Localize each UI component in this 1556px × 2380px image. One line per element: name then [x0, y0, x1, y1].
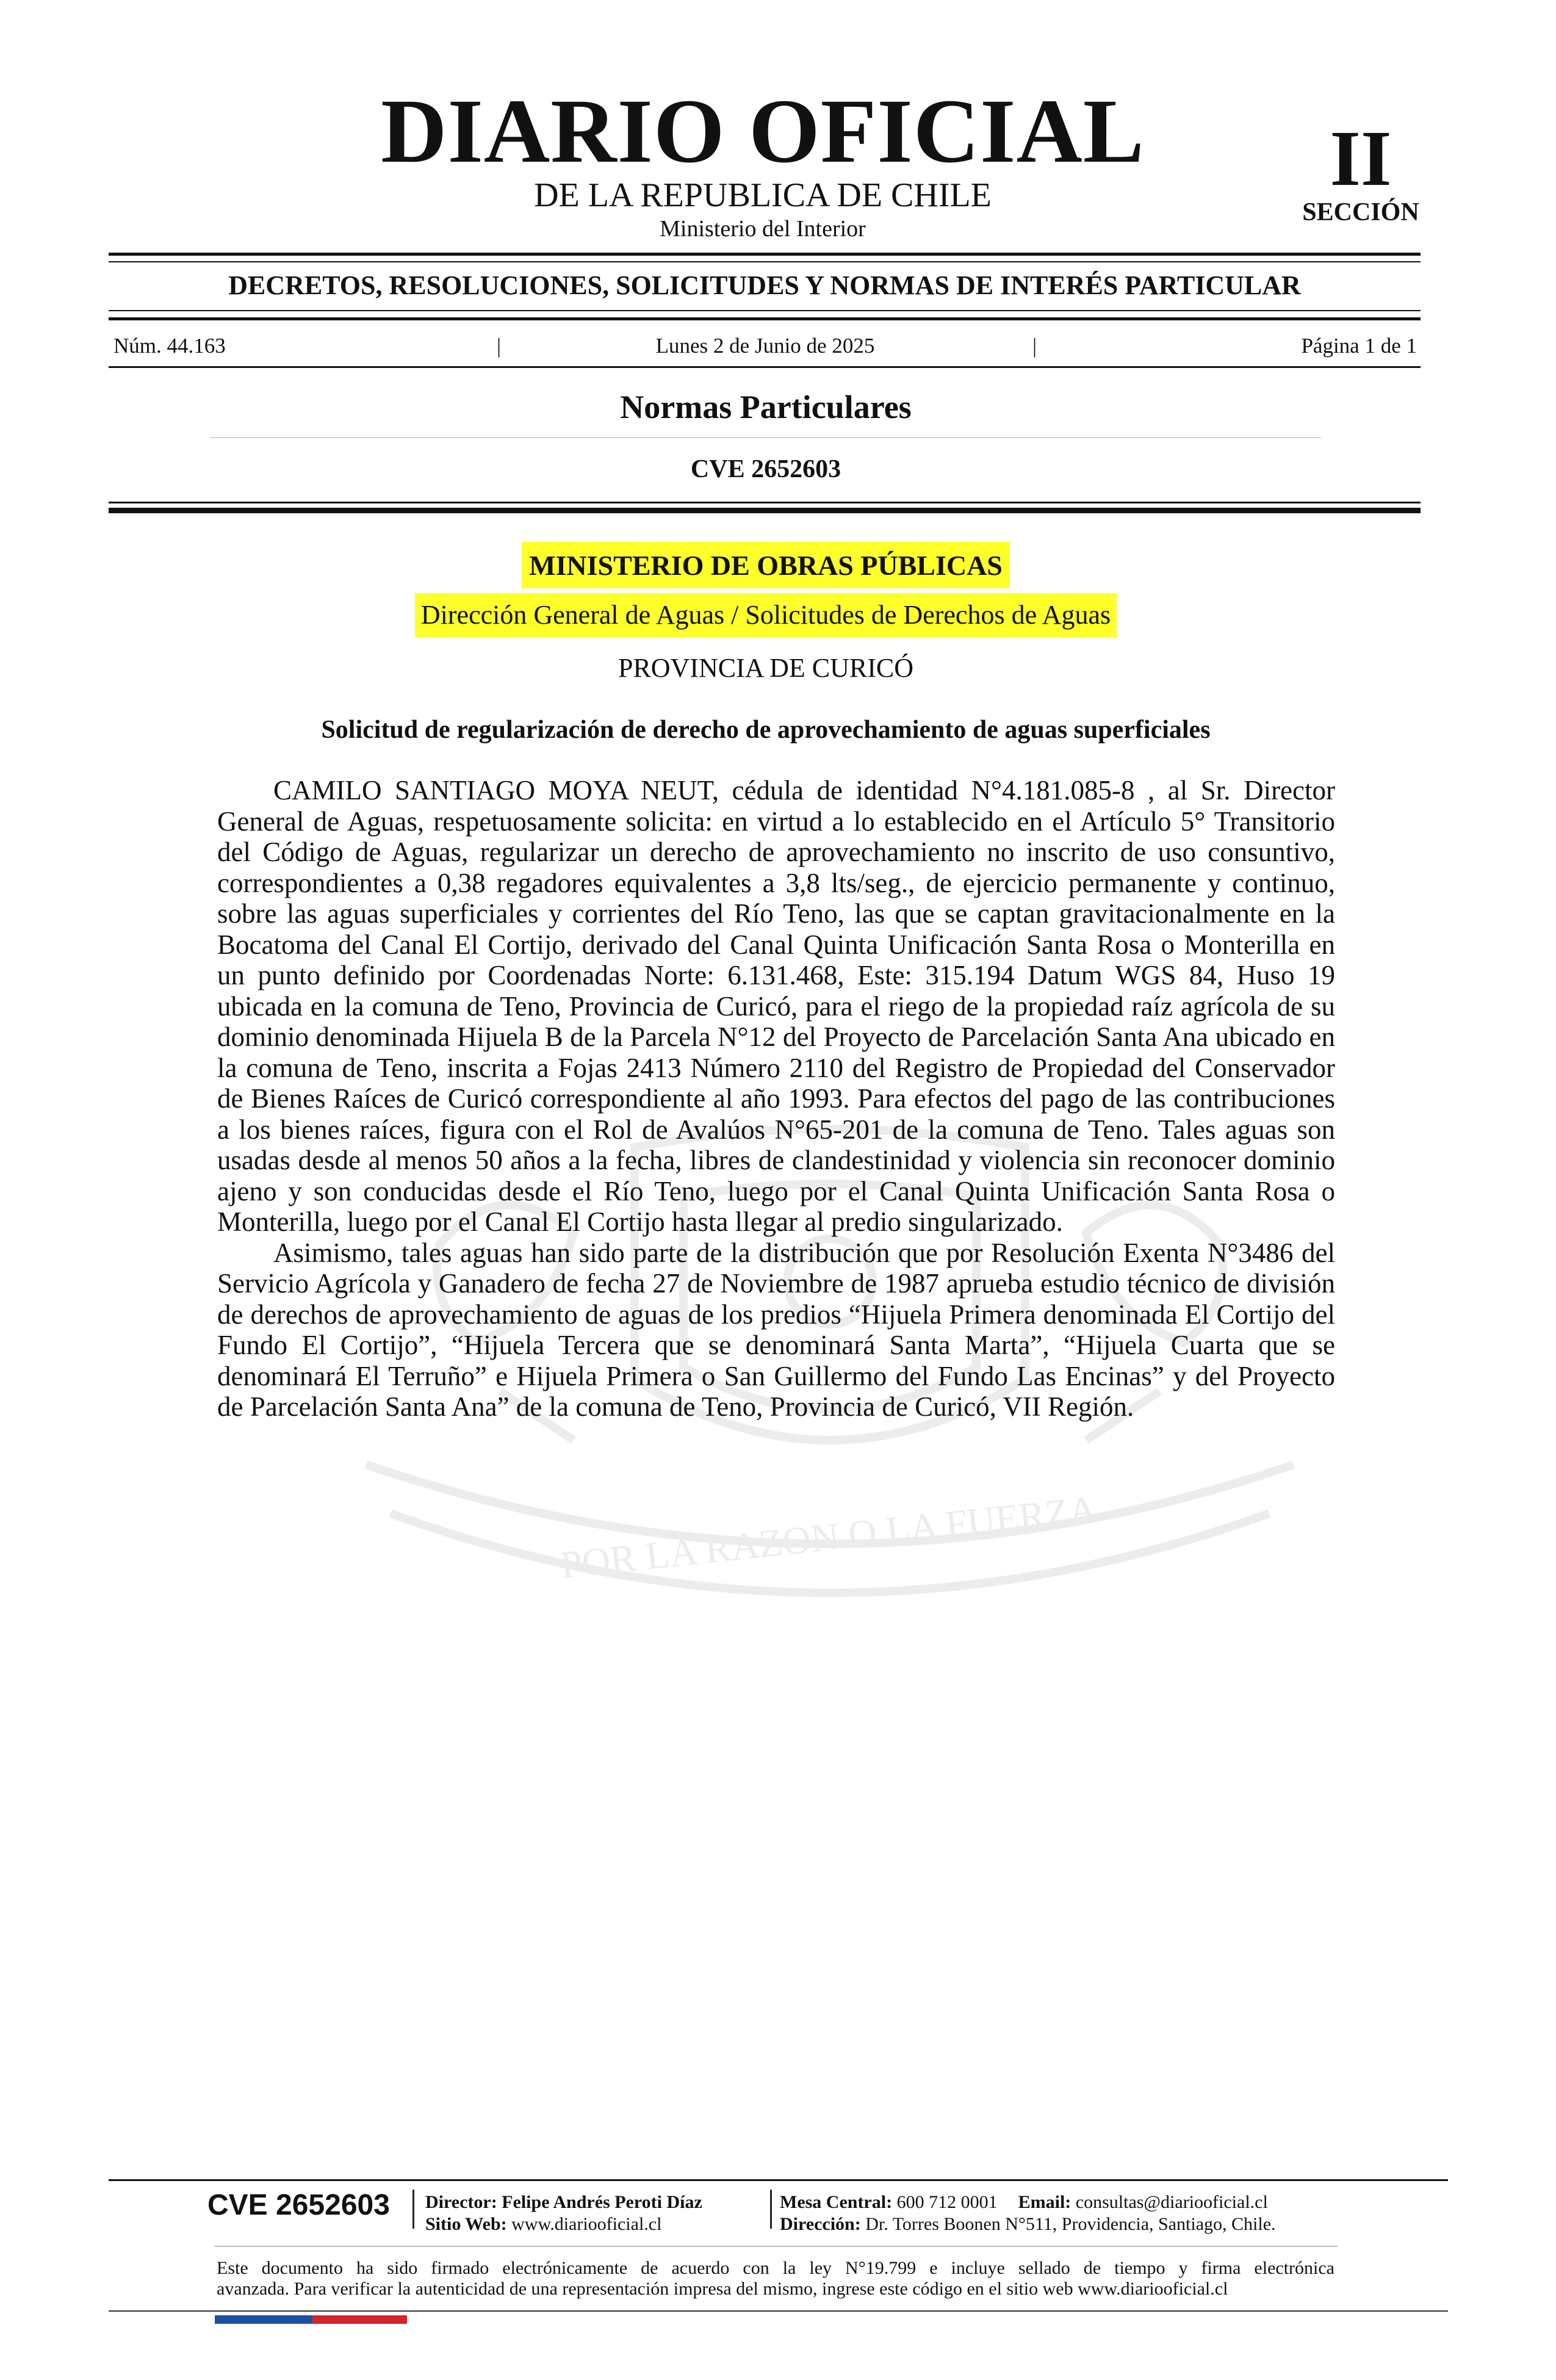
- divider: [109, 253, 1421, 256]
- address-label: Dirección:: [780, 2214, 861, 2234]
- divider: [109, 366, 1421, 368]
- issue-separator: |: [497, 334, 502, 358]
- issue-page: Página 1 de 1: [1301, 334, 1417, 358]
- masthead-title: DIARIO OFICIAL: [381, 81, 1145, 182]
- address-value: Dr. Torres Boonen N°511, Providencia, Santiago, Chile.: [865, 2214, 1276, 2234]
- body-paragraph: CAMILO SANTIAGO MOYA NEUT, cédula de identidad N°4.181.085-8 , al Sr. Director General de Aguas, respetuosamente solicita: en virtud a lo establecido en el Artículo 5° Transitorio del Código de Aguas, regularizar un derecho de aprovechamiento no inscrito de uso consuntivo, correspondientes a 0,38 regadores equivalentes a 3,8 lts/seg., de ejercicio permanente y continuo, sobre las aguas superficiales y corrientes del Río Teno, las que se captan gravitacionalmente en la Bocatoma del Canal El Cortijo, derivado del Canal Quinta Unificación Santa Rosa o Monterilla en un punto definido por Coordenadas Norte: 6.131.468, Este: 315.194 Datum WGS 84, Huso 19 ubicada en la comuna de Teno, Provincia de Curicó, para el riego de la propiedad raíz agrícola de su dominio denominada Hijuela B de la Parcela N°12 del Proyecto de Parcelación Santa Ana ubicado en la comuna de Teno, inscrita a Fojas 2413 Número 2110 del Registro de Propiedad del Conservador de Bienes Raíces de Curicó correspondiente al año 1993. Para efectos del pago de las contribuciones a los bienes raíces, figura con el Rol de Avalúos N°65-201 de la comuna de Teno. Tales aguas son usadas desde al menos 50 años a la fecha, libres de clandestinidad y violencia sin reconocer dominio ajeno y son conducidas desde el Río Teno, luego por el Canal Quinta Unificación Santa Rosa o Monterilla, luego por el Canal El Cortijo hasta llegar al predio singularizado.: [217, 775, 1335, 1237]
- issue-bar: [113, 334, 1417, 358]
- divider: [109, 310, 1421, 311]
- footer-legal-line: avanzada. Para verificar la autenticidad de una representación impresa del mismo, ingrese este código en el sitio web www.diariooficial.cl: [217, 2279, 1228, 2299]
- site-label: Sitio Web:: [425, 2214, 507, 2234]
- document-body: [217, 775, 1335, 1423]
- issue-date: Lunes 2 de Junio de 2025: [655, 334, 875, 358]
- section-number: II: [1330, 115, 1392, 203]
- footer-divider: [109, 2179, 1448, 2181]
- body-paragraph: Asimismo, tales aguas han sido parte de la distribución que por Resolución Exenta N°3486 del Servicio Agrícola y Ganadero de fecha 27 de Noviembre de 1987 aprueba estudio técnico de división de derechos de aprovechamiento de aguas de los predios “Hijuela Primera denominada El Cortijo del Fundo El Cortijo”, “Hijuela Tercera que se denominará Santa Marta”, “Hijuela Cuarta que se denominará El Terruño” e Hijuela Primera o San Guillermo del Fundo Las Encinas” y del Proyecto de Parcelación Santa Ana” de la comuna de Teno, Provincia de Curicó, VII Región.: [217, 1237, 1335, 1422]
- email-label: Email:: [1018, 2192, 1072, 2212]
- divider: [109, 502, 1421, 503]
- footer-legal-line: Este documento ha sido firmado electrónicamente de acuerdo con la ley N°19.799 e incluye sellado de tiempo y firma electrónica: [217, 2258, 1334, 2278]
- masthead-ministry: Ministerio del Interior: [660, 216, 866, 242]
- direction-heading-text: Dirección General de Aguas / Solicitudes de Derechos de Aguas: [415, 593, 1117, 637]
- flag-stripe-red: [312, 2315, 407, 2324]
- masthead-subtitle: DE LA REPUBLICA DE CHILE: [534, 176, 992, 214]
- footer-separator: [770, 2190, 772, 2229]
- issue-number: Núm. 44.163: [113, 334, 226, 358]
- divider: [109, 317, 1421, 320]
- email-link[interactable]: consultas@diariooficial.cl: [1075, 2192, 1268, 2212]
- divider: [211, 437, 1321, 438]
- ministry-heading: [0, 542, 1532, 588]
- site-link[interactable]: www.diariooficial.cl: [511, 2214, 662, 2234]
- phone-label: Mesa Central:: [780, 2192, 893, 2212]
- footer-divider: [215, 2246, 1338, 2247]
- cve-code: CVE 2652603: [690, 455, 841, 483]
- director-name: Felipe Andrés Peroti Díaz: [502, 2192, 702, 2212]
- document-title: Solicitud de regularización de derecho de aprovechamiento de aguas superficiales: [321, 716, 1211, 744]
- footer-director-block: [425, 2191, 702, 2235]
- watermark-motto: POR LA RAZON O LA FUERZA: [558, 1487, 1099, 1587]
- ministry-heading-text: MINISTERIO DE OBRAS PÚBLICAS: [522, 542, 1010, 588]
- category-title: Normas Particulares: [620, 389, 912, 425]
- section-heading: DECRETOS, RESOLUCIONES, SOLICITUDES Y NORMAS DE INTERÉS PARTICULAR: [228, 270, 1301, 300]
- phone-value: 600 712 0001: [896, 2192, 998, 2212]
- footer-contact-block: [780, 2191, 1276, 2235]
- flag-stripe-blue: [215, 2315, 312, 2324]
- footer-divider: [109, 2310, 1448, 2312]
- section-label: SECCIÓN: [1302, 198, 1419, 226]
- footer-cve-code: CVE 2652603: [207, 2189, 390, 2221]
- divider: [109, 261, 1421, 262]
- director-label: Director:: [425, 2192, 497, 2212]
- issue-separator: |: [1032, 334, 1037, 358]
- province-heading: PROVINCIA DE CURICÓ: [618, 653, 914, 683]
- direction-heading: [0, 593, 1532, 637]
- divider: [109, 508, 1421, 513]
- footer-separator: [412, 2190, 414, 2229]
